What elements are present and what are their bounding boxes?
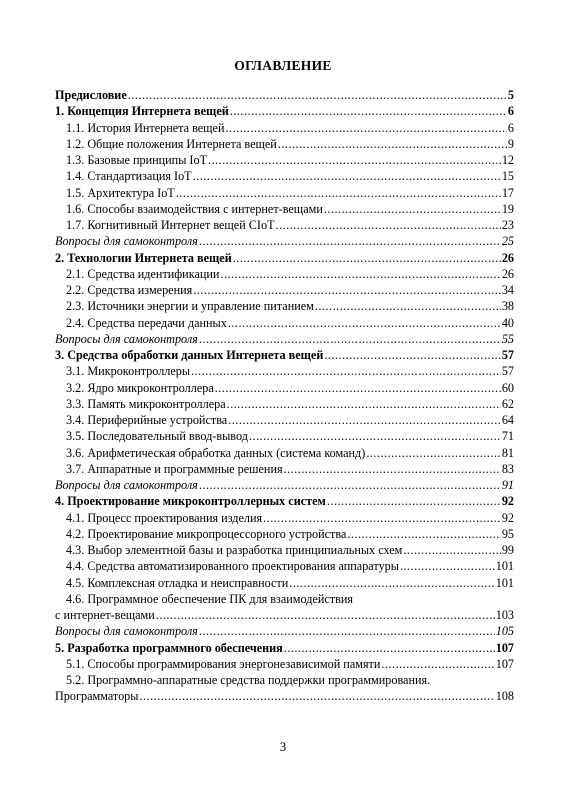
dot-leader <box>403 542 500 558</box>
dot-leader <box>233 250 501 266</box>
toc-entry-text: 1.3. Базовые принципы IoT <box>66 153 208 167</box>
toc-entry-page: 40 <box>501 315 514 330</box>
table-of-contents <box>55 87 514 705</box>
dot-leader <box>199 233 501 249</box>
toc-entry-text: 4.4. Средства автоматизированного проектирования аппаратуры <box>66 559 399 574</box>
toc-entry-text: 3.7. Аппаратные и программные решения <box>66 461 283 476</box>
toc-entry[interactable] <box>55 347 514 363</box>
dot-leader <box>191 363 501 379</box>
toc-entry-page: 15 <box>501 169 514 184</box>
toc-entry[interactable] <box>55 87 514 103</box>
dot-leader <box>324 347 500 363</box>
toc-entry-page: 34 <box>501 283 514 297</box>
dot-leader <box>156 607 495 623</box>
dot-leader <box>327 493 501 509</box>
toc-entry[interactable] <box>55 168 514 184</box>
toc-entry[interactable] <box>55 380 514 396</box>
toc-entry[interactable] <box>55 282 514 298</box>
toc-entry[interactable] <box>55 461 514 477</box>
toc-entry-text: 2.1. Средства идентификации <box>66 266 220 281</box>
toc-entry-text: 2. Технологии Интернета вещей <box>55 250 232 265</box>
toc-entry-page: 105 <box>495 624 514 639</box>
toc-entry[interactable] <box>55 103 514 119</box>
toc-entry[interactable] <box>55 315 514 331</box>
toc-entry-page: 19 <box>501 201 514 216</box>
toc-entry-review-questions[interactable] <box>55 623 514 639</box>
dot-leader <box>215 380 501 396</box>
dot-leader <box>199 477 501 493</box>
toc-entry-text: 5.1. Способы программирования энергонезависимой памяти <box>66 656 381 671</box>
toc-entry-text: 3.6. Арифметическая обработка данных (система команд) <box>66 445 366 460</box>
dot-leader <box>226 120 507 136</box>
toc-entry-page: 6 <box>507 104 514 119</box>
toc-entry[interactable] <box>55 412 514 428</box>
toc-entry[interactable] <box>55 152 514 168</box>
dot-leader <box>208 152 501 168</box>
toc-entry[interactable] <box>55 445 514 461</box>
dot-leader <box>128 87 507 103</box>
dot-leader <box>284 461 501 477</box>
toc-entry-text: Вопросы для самоконтроля <box>55 624 198 639</box>
dot-leader <box>228 412 501 428</box>
dot-leader <box>263 510 501 526</box>
toc-entry-page: 9 <box>507 136 514 151</box>
toc-entry-text: 3.3. Память микроконтроллера <box>66 396 226 411</box>
dot-leader <box>249 428 501 444</box>
toc-entry[interactable] <box>55 185 514 201</box>
toc-entry-page: 83 <box>501 461 514 476</box>
toc-entry-text: Программаторы <box>55 689 139 704</box>
page-number: 3 <box>279 740 287 754</box>
dot-leader <box>230 103 507 119</box>
toc-entry-text: 2.3. Источники энергии и управление питанием <box>66 299 314 314</box>
dot-leader <box>289 575 494 591</box>
toc-entry-text: 1.6. Способы взаимодействия с интернет-вещами <box>66 201 323 216</box>
toc-entry[interactable] <box>55 428 514 444</box>
toc-entry-page: 38 <box>501 299 514 314</box>
toc-entry-text: 3.1. Микроконтроллеры <box>66 364 191 379</box>
toc-entry-text: 3. Средства обработки данных Интернета вещей <box>55 348 324 362</box>
toc-entry[interactable] <box>55 607 514 623</box>
dot-leader <box>400 558 495 574</box>
toc-entry-page: 57 <box>501 348 514 362</box>
dot-leader <box>193 282 501 298</box>
toc-entry-page: 12 <box>501 153 514 167</box>
toc-entry-text: 1.5. Архитектура IoT <box>66 185 175 200</box>
dot-leader <box>139 688 494 704</box>
toc-entry-text: с интернет-вещами <box>55 608 155 622</box>
toc-entry-page: 107 <box>495 656 514 671</box>
toc-entry[interactable] <box>55 558 514 574</box>
dot-leader <box>199 623 495 639</box>
toc-entry[interactable] <box>55 250 514 266</box>
toc-entry[interactable] <box>55 363 514 379</box>
toc-entry-text: 4.6. Программное обеспечение ПК для взаимодействия <box>66 591 354 606</box>
dot-leader <box>228 315 501 331</box>
toc-entry[interactable] <box>55 493 514 509</box>
toc-entry-page: 60 <box>501 380 514 395</box>
toc-entry-page: 55 <box>501 331 514 346</box>
toc-entry-text: 3.4. Периферийные устройства <box>66 413 228 427</box>
dot-leader <box>220 266 500 282</box>
dot-leader <box>199 331 501 347</box>
toc-entry-page: 6 <box>507 120 514 135</box>
toc-entry-text: 3.2. Ядро микроконтроллера <box>66 380 214 395</box>
toc-entry-page: 91 <box>501 478 514 492</box>
toc-entry-page: 92 <box>501 494 514 509</box>
toc-entry-page: 103 <box>495 608 514 622</box>
dot-leader <box>276 217 501 233</box>
toc-entry-text: 4.5. Комплексная отладка и неисправности <box>66 575 289 590</box>
toc-entry-text: Вопросы для самоконтроля <box>55 234 198 249</box>
toc-entry[interactable] <box>55 120 514 136</box>
toc-entry-page: 62 <box>501 396 514 411</box>
toc-entry-review-questions[interactable] <box>55 233 514 249</box>
dot-leader <box>366 445 501 461</box>
toc-entry-text: 4.2. Проектирование микропроцессорного устройства <box>66 526 347 541</box>
toc-entry-text: 1.7. Когнитивный Интернет вещей CIoT <box>66 218 275 232</box>
toc-entry-page: 107 <box>495 640 514 655</box>
toc-entry[interactable] <box>55 542 514 558</box>
toc-entry-text: 5. Разработка программного обеспечения <box>55 640 283 655</box>
toc-entry-review-questions[interactable] <box>55 331 514 347</box>
dot-leader <box>324 201 501 217</box>
toc-entry-text: 4. Проектирование микроконтроллерных систем <box>55 494 326 509</box>
toc-entry-text: 1.1. История Интернета вещей <box>66 120 225 135</box>
toc-entry-text: 1. Концепция Интернета вещей <box>55 104 229 119</box>
toc-entry-page: 17 <box>501 185 514 200</box>
toc-entry-text: 4.3. Выбор элементной базы и разработка принципиальных схем <box>66 543 403 557</box>
toc-entry-text: 4.1. Процесс проектирования изделия <box>66 510 263 525</box>
toc-entry-text: 3.5. Последовательный ввод-вывод <box>66 429 248 444</box>
toc-entry-page: 26 <box>501 250 514 265</box>
dot-leader <box>278 136 507 152</box>
toc-entry-page: 26 <box>501 266 514 281</box>
toc-entry[interactable] <box>55 656 514 672</box>
toc-entry[interactable] <box>55 526 514 542</box>
toc-entry[interactable] <box>55 688 514 704</box>
toc-entry[interactable] <box>55 575 514 591</box>
toc-entry-page: 95 <box>501 526 514 541</box>
toc-entry-page: 25 <box>501 234 514 249</box>
toc-entry-page: 57 <box>501 364 514 379</box>
toc-entry[interactable] <box>55 136 514 152</box>
toc-entry-text: 1.2. Общие положения Интернета вещей <box>66 136 277 151</box>
toc-entry-page: 101 <box>495 559 514 574</box>
toc-entry[interactable] <box>55 217 514 233</box>
dot-leader <box>193 168 501 184</box>
toc-entry-page: 64 <box>501 413 514 427</box>
dot-leader <box>284 640 495 656</box>
toc-entry-page: 99 <box>501 543 514 557</box>
toc-entry-text: 1.4. Стандартизация IoT <box>66 169 192 184</box>
toc-entry[interactable] <box>55 640 514 656</box>
dot-leader <box>227 396 501 412</box>
toc-entry-page: 101 <box>495 575 514 590</box>
dot-leader <box>381 656 494 672</box>
toc-entry-page: 5 <box>507 88 514 102</box>
toc-entry-text: Вопросы для самоконтроля <box>55 478 198 492</box>
toc-entry[interactable] <box>55 201 514 217</box>
toc-entry-page: 81 <box>501 445 514 460</box>
dot-leader <box>176 185 501 201</box>
toc-entry-page: 23 <box>501 218 514 232</box>
toc-entry[interactable] <box>55 266 514 282</box>
toc-entry[interactable] <box>55 510 514 526</box>
toc-title: ОГЛАВЛЕНИЕ <box>234 58 332 73</box>
toc-entry-page: 92 <box>501 510 514 525</box>
toc-entry-text: 5.2. Программно-аппаратные средства поддержки программирования. <box>66 673 431 687</box>
toc-entry-page: 71 <box>501 429 514 444</box>
toc-entry[interactable] <box>55 298 514 314</box>
dot-leader <box>315 298 501 314</box>
toc-entry[interactable] <box>55 396 514 412</box>
toc-entry-text: Вопросы для самоконтроля <box>55 331 198 346</box>
toc-entry-text: Предисловие <box>55 88 127 102</box>
toc-entry-review-questions[interactable] <box>55 477 514 493</box>
toc-entry-text: 2.2. Средства измерения <box>66 283 193 297</box>
toc-entry-text: 2.4. Средства передачи данных <box>66 315 227 330</box>
dot-leader <box>347 526 500 542</box>
toc-entry-page: 108 <box>495 689 514 704</box>
